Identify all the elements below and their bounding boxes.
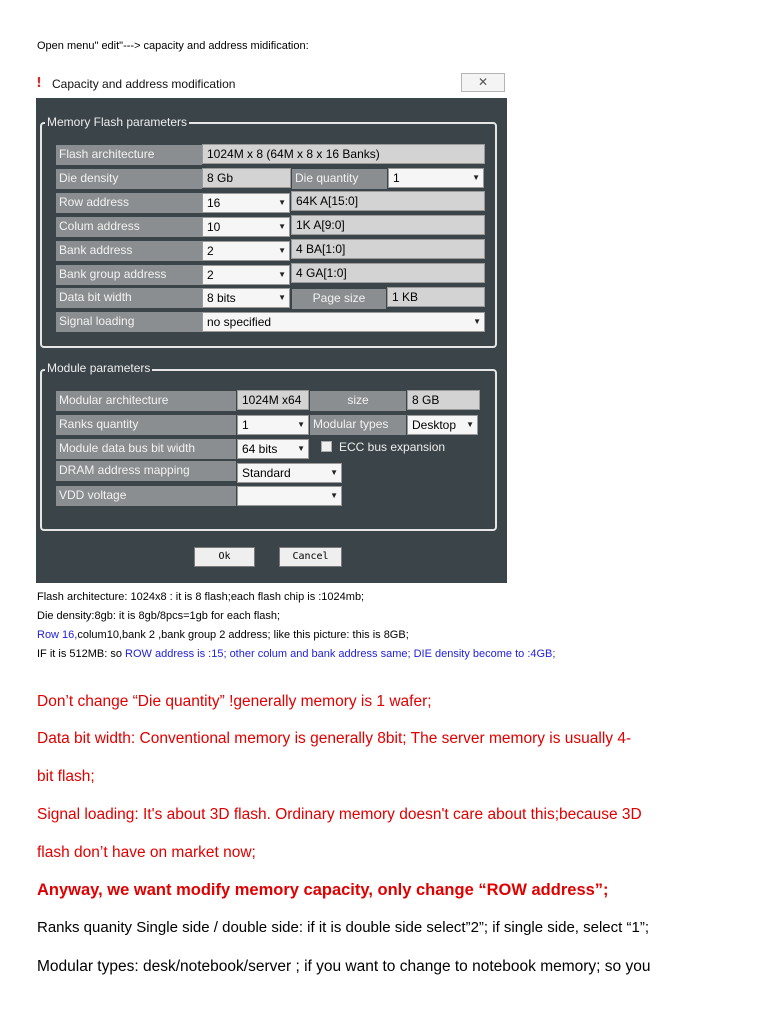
- page-size-field: 1 KB: [387, 287, 485, 307]
- module-group-title: Module parameters: [47, 361, 151, 375]
- module-data-bus-bit-width-select[interactable]: [237, 439, 309, 459]
- signal-loading-value: no specified: [207, 315, 272, 329]
- para-signal-loading-2: flash don’t have on market now;: [37, 844, 256, 861]
- chevron-down-icon: ▼: [278, 222, 286, 231]
- bank-address-select[interactable]: [202, 241, 290, 261]
- note-512mb-start: IF it is 512MB: so: [37, 648, 126, 660]
- data-bit-width-label: Data bit width: [56, 288, 202, 308]
- intro-text: Open menu" edit"---> capacity and address midification:: [37, 40, 309, 52]
- ecc-checkbox[interactable]: [321, 441, 332, 452]
- ranks-quantity-label: Ranks quantity: [56, 415, 236, 435]
- modular-types-select[interactable]: [407, 415, 478, 435]
- module-architecture-field: 1024M x64: [237, 390, 309, 410]
- die-quantity-label: Die quantity: [292, 169, 387, 189]
- para-data-bit-width-1: Data bit width: Conventional memory is generally 8bit; The server memory is usually 4-: [37, 730, 632, 747]
- para-data-bit-width-2: bit flash;: [37, 768, 95, 785]
- note-512mb-blue: ROW address is :15; other colum and bank address same; DIE density become to :4GB;: [125, 648, 556, 660]
- ranks-quantity-value: 1: [242, 418, 249, 432]
- size-field: 8 GB: [407, 390, 480, 410]
- note-row-blue: Row 16,: [37, 629, 78, 641]
- chevron-down-icon: ▼: [297, 444, 305, 453]
- die-quantity-select[interactable]: [388, 168, 484, 188]
- module-architecture-label: Modular architecture: [56, 391, 236, 411]
- chevron-down-icon: ▼: [278, 293, 286, 302]
- size-label: size: [310, 391, 406, 411]
- data-bit-width-value: 8 bits: [207, 291, 236, 305]
- module-data-bus-bit-width-label: Module data bus bit width: [56, 439, 236, 459]
- die-density-field[interactable]: 8 Gb: [202, 168, 291, 188]
- bank-address-info: 4 BA[1:0]: [291, 239, 485, 259]
- ecc-checkbox-label: ECC bus expansion: [339, 440, 446, 454]
- bank-group-address-value: 2: [207, 268, 214, 282]
- note-die-density: Die density:8gb: it is 8gb/8pcs=1gb for each flash;: [37, 610, 281, 622]
- signal-loading-select[interactable]: [202, 312, 485, 332]
- row-address-value: 16: [207, 196, 221, 210]
- para-signal-loading-1: Signal loading: It's about 3D flash. Ordinary memory doesn't care about this;because 3D: [37, 806, 642, 823]
- para-die-quantity: Don’t change “Die quantity” !generally memory is 1 wafer;: [37, 693, 432, 710]
- colum-address-value: 10: [207, 220, 221, 234]
- row-address-info: 64K A[15:0]: [291, 191, 485, 211]
- row-address-select[interactable]: [202, 193, 290, 213]
- modular-types-value: Desktop: [412, 418, 457, 432]
- para-ranks-quantity: Ranks quanity Single side / double side: if it is double side select”2”; if single side, select “1”;: [37, 919, 649, 936]
- die-density-label: Die density: [56, 169, 202, 189]
- memory-flash-group-title: Memory Flash parameters: [47, 115, 188, 129]
- bank-address-value: 2: [207, 244, 214, 258]
- dram-address-mapping-select[interactable]: [237, 463, 342, 483]
- para-anyway: Anyway, we want modify memory capacity, only change “ROW address”;: [37, 881, 609, 899]
- note-row-rest: colum10,bank 2 ,bank group 2 address; like this picture: this is 8GB;: [77, 629, 409, 641]
- chevron-down-icon: ▼: [473, 317, 481, 326]
- flash-architecture-label: Flash architecture: [56, 145, 202, 165]
- chevron-down-icon: ▼: [278, 270, 286, 279]
- chevron-down-icon: ▼: [278, 246, 286, 255]
- page-size-label: Page size: [292, 289, 386, 309]
- colum-address-label: Colum address: [56, 217, 202, 237]
- chevron-down-icon: ▼: [330, 491, 338, 500]
- dialog-titlebar: [36, 72, 507, 98]
- colum-address-select[interactable]: [202, 217, 290, 237]
- chevron-down-icon: ▼: [297, 420, 305, 429]
- close-button[interactable]: ✕: [461, 73, 505, 92]
- para-modular-types: Modular types: desk/notebook/server ; if you want to change to notebook memory; so you: [37, 958, 651, 975]
- bank-group-address-select[interactable]: [202, 265, 290, 285]
- die-quantity-value: 1: [393, 171, 400, 185]
- note-512mb: [37, 648, 555, 660]
- signal-loading-label: Signal loading: [56, 312, 202, 332]
- chevron-down-icon: ▼: [330, 468, 338, 477]
- ok-button[interactable]: Ok: [194, 547, 255, 567]
- flash-architecture-field[interactable]: 1024M x 8 (64M x 8 x 16 Banks): [202, 144, 485, 164]
- modular-types-label: Modular types: [310, 415, 406, 435]
- vdd-voltage-label: VDD voltage: [56, 486, 236, 506]
- note-row-column: [37, 629, 409, 641]
- chevron-down-icon: ▼: [472, 173, 480, 182]
- ranks-quantity-select[interactable]: [237, 415, 309, 435]
- cancel-button[interactable]: Cancel: [279, 547, 342, 567]
- dram-address-mapping-value: Standard: [242, 466, 291, 480]
- bank-group-address-label: Bank group address: [56, 265, 202, 285]
- row-address-label: Row address: [56, 193, 202, 213]
- dram-address-mapping-label: DRAM address mapping: [56, 461, 236, 481]
- capacity-dialog: [36, 72, 507, 583]
- app-icon: !: [36, 76, 42, 91]
- note-flash-architecture: Flash architecture: 1024x8 : it is 8 flash;each flash chip is :1024mb;: [37, 591, 365, 603]
- colum-address-info: 1K A[9:0]: [291, 215, 485, 235]
- chevron-down-icon: ▼: [466, 420, 474, 429]
- dialog-title: Capacity and address modification: [52, 77, 236, 91]
- vdd-voltage-select[interactable]: [237, 486, 342, 506]
- data-bit-width-select[interactable]: [202, 288, 290, 308]
- bank-group-address-info: 4 GA[1:0]: [291, 263, 485, 283]
- bank-address-label: Bank address: [56, 241, 202, 261]
- chevron-down-icon: ▼: [278, 198, 286, 207]
- module-data-bus-bit-width-value: 64 bits: [242, 442, 278, 456]
